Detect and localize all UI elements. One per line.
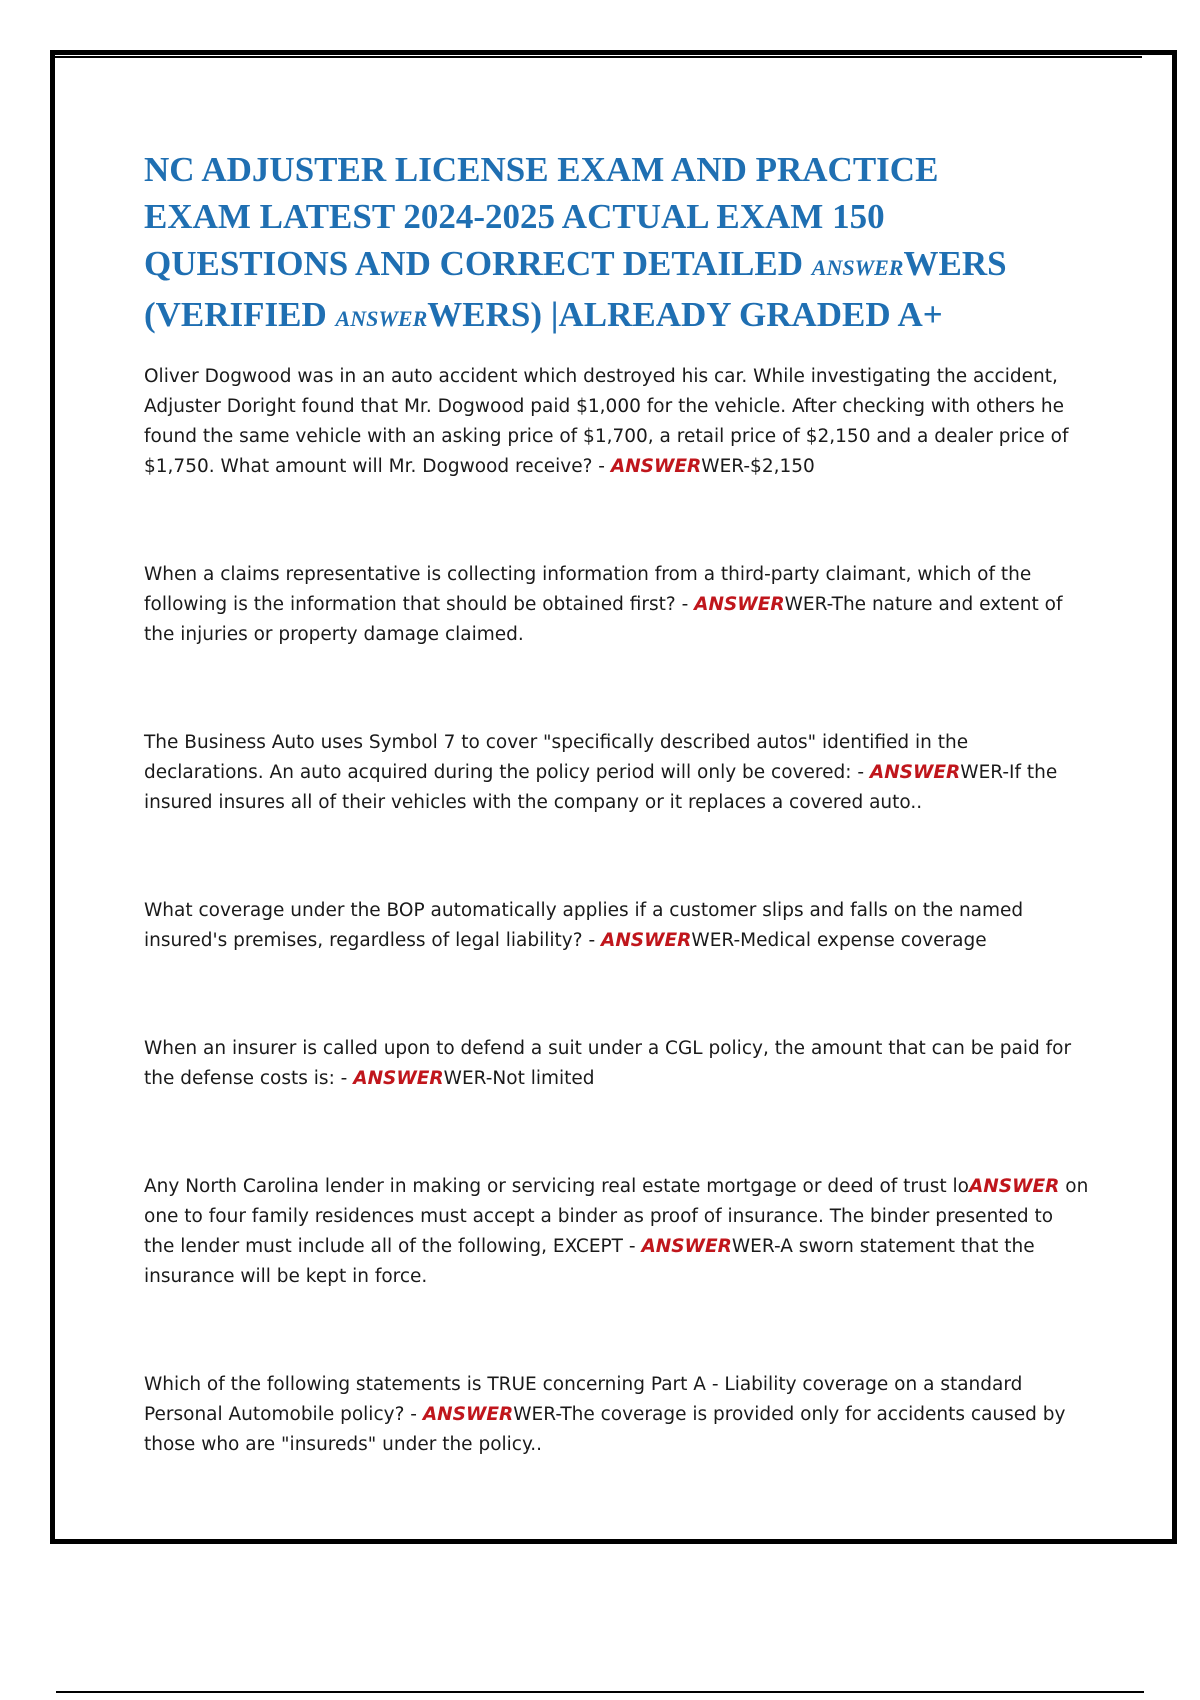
answer-mark: ANSWER — [694, 594, 785, 615]
question-text: When an insurer is called upon to defend a suit under a CGL policy, the amount that can be paid for the defense costs is: - — [144, 1038, 1072, 1089]
question-item — [144, 1370, 1089, 1460]
answer-text: WER-Not limited — [443, 1068, 595, 1089]
document-body — [144, 146, 1089, 1460]
question-text-cont: on one to four family residences must accept a binder as proof of insurance. The binder presented to the lender must include all of the following, EXCEPT - — [144, 1176, 1089, 1257]
title-line-1: NC ADJUSTER LICENSE EXAM AND PRACTICE — [144, 150, 939, 189]
answer-mark: ANSWER — [869, 762, 961, 783]
answer-text: WER-The coverage is provided only for accidents caused by those who are "insureds" under the policy.. — [144, 1404, 1066, 1455]
question-text: Which of the following statements is TRUE concerning Part A - Liability coverage on a standard Personal Automobile policy? - — [144, 1374, 1023, 1425]
title-line-2: EXAM LATEST 2024-2025 ACTUAL EXAM 150 — [144, 197, 885, 236]
question-item — [144, 1172, 1089, 1292]
answer-mark: ANSWER — [601, 930, 692, 951]
title-line-3-small: ANSWER — [811, 255, 904, 280]
title-line-3a: QUESTIONS AND CORRECT DETAILED — [144, 244, 812, 283]
title-line-4b: WERS) |ALREADY GRADED A+ — [427, 295, 943, 334]
answer-mark: ANSWER — [610, 456, 702, 477]
page-footer-rule — [56, 1691, 1144, 1693]
title-line-4a: (VERIFIED — [144, 295, 336, 334]
answer-mark: ANSWER — [641, 1236, 732, 1257]
question-text: Any North Carolina lender in making or servicing real estate mortgage or deed of trust lo — [144, 1176, 969, 1197]
answer-text: WER-A sworn statement that the insurance will be kept in force. — [144, 1236, 1035, 1287]
question-item — [144, 896, 1089, 956]
title-line-4-small: ANSWER — [335, 306, 428, 331]
answer-mark-inline: ANSWER — [968, 1176, 1060, 1197]
question-text: Oliver Dogwood was in an auto accident which destroyed his car. While investigating the accident, Adjuster Doright found that Mr. Dogwood paid $1,000 for the vehicle. After checking with others he found the same vehicle with an asking price of $1,700, a retail price of $2,150 and a dealer price of $1,750. What amount will Mr. Dogwood receive? - — [144, 366, 1069, 477]
answer-text: WER-If the insured insures all of their vehicles with the company or it replaces a covered auto.. — [144, 762, 1058, 813]
answer-text: WER-The nature and extent of the injuries or property damage claimed. — [144, 594, 1063, 645]
question-item — [144, 362, 1089, 482]
question-text: When a claims representative is collecting information from a third-party claimant, which of the following is the information that should be obtained first? - — [144, 564, 1032, 615]
answer-mark: ANSWER — [422, 1404, 514, 1425]
question-text: The Business Auto uses Symbol 7 to cover "specifically described autos" identified in the declarations. An auto acquired during the policy period will only be covered: - — [144, 732, 969, 783]
answer-text: WER-Medical expense coverage — [691, 930, 987, 951]
question-item — [144, 560, 1089, 650]
answer-mark: ANSWER — [353, 1068, 444, 1089]
question-item — [144, 728, 1089, 818]
question-text: What coverage under the BOP automatically applies if a customer slips and falls on the named insured's premises, regardless of legal liability? - — [144, 900, 1024, 951]
title-line-3b: WERS — [903, 244, 1007, 283]
question-item — [144, 1034, 1089, 1094]
document-title — [144, 146, 1089, 342]
top-rule — [50, 56, 1142, 58]
answer-text: WER-$2,150 — [701, 456, 815, 477]
